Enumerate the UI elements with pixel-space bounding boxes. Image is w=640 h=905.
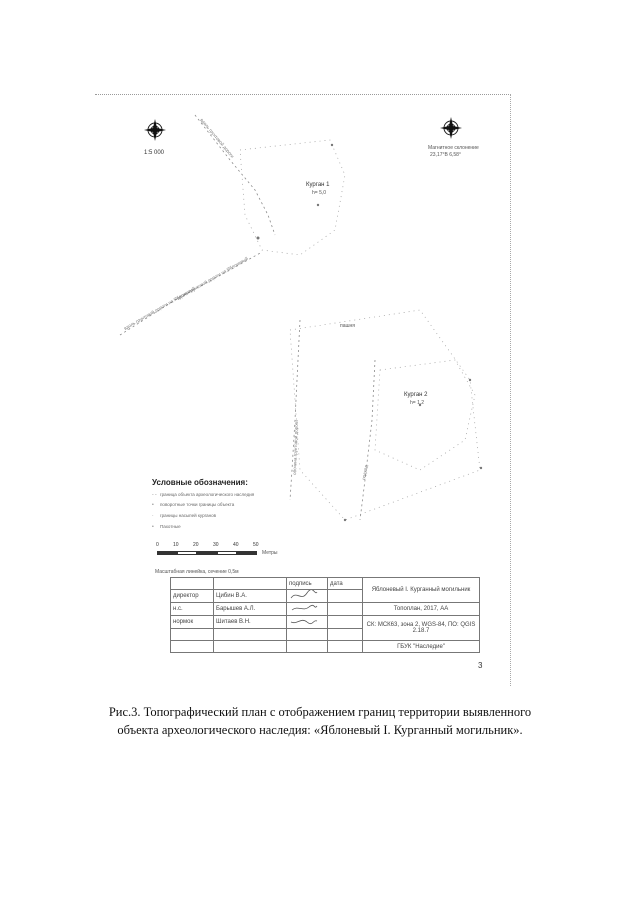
- barrow-1-label: Курган 1: [306, 182, 330, 188]
- scale-tick: 20: [193, 542, 199, 548]
- stamp-cell: СК: МСК63, зона 2, WGS-84, ПО: QGIS 2.18.7: [363, 616, 480, 641]
- legend-point-icon: •: [152, 524, 154, 530]
- stamp-cell: дата: [328, 578, 363, 590]
- legend-item: границы насыпей курганов: [160, 513, 217, 518]
- stamp-cell: Шитаев В.Н.: [214, 616, 287, 629]
- legend-item: Пахотные: [160, 524, 181, 529]
- scale-tick: 0: [156, 542, 159, 548]
- stamp-cell: [328, 616, 363, 629]
- title-block-stamp: [170, 577, 480, 653]
- stamp-cell: [214, 641, 287, 653]
- scale-bar: [157, 551, 257, 555]
- stamp-organization: ГБУК "Наследие": [363, 641, 480, 653]
- object-boundary: [240, 140, 480, 520]
- stamp-object-name: Яблоневый I. Курганный могильник: [363, 578, 480, 603]
- stamp-cell: подпись: [287, 578, 328, 590]
- stamp-row: [171, 578, 480, 590]
- stamp-cell: н.с.: [171, 603, 214, 616]
- legend-point-icon: •: [152, 502, 154, 508]
- legend-line-icon: - -: [152, 492, 157, 498]
- barrow-2-label: Курган 2: [404, 392, 428, 398]
- stamp-row: [171, 641, 480, 653]
- stamp-cell: [328, 590, 363, 603]
- stamp-row: [171, 603, 480, 616]
- stamp-cell: Барышев А.Л.: [214, 603, 287, 616]
- stamp-cell: Топоплан, 2017, АА: [363, 603, 480, 616]
- scale-note: Масштабная линейка, сечение 0,5м: [155, 569, 239, 575]
- scale-tick: 30: [213, 542, 219, 548]
- road-label: вдоль грунтовой дороги на Яблоневый: [123, 285, 196, 331]
- stamp-cell: [328, 629, 363, 641]
- scale-tick: 10: [173, 542, 179, 548]
- road-label: подход: [361, 464, 369, 481]
- signature-icon: [287, 616, 328, 629]
- compass-rose-icon: [144, 119, 166, 141]
- stamp-row: [171, 616, 480, 629]
- stamp-cell: [214, 629, 287, 641]
- road-label: вдоль грунтовой дороги: [199, 117, 236, 159]
- stamp-cell: [214, 578, 287, 590]
- signature-icon: [287, 590, 328, 603]
- declination-value: 23,17°В 6,58°: [430, 152, 461, 158]
- map-scale-label: 1:5 000: [144, 150, 165, 156]
- stamp-cell: [328, 641, 363, 653]
- barrow-1-height: h= 5,0: [312, 190, 327, 196]
- road-lines: [120, 115, 375, 520]
- stamp-cell: [287, 641, 328, 653]
- legend-item: граница объекта археологического наследия: [160, 492, 255, 497]
- road-label: обочина грунтовой дороги: [292, 420, 299, 476]
- page-number: 3: [478, 661, 483, 670]
- scale-tick: 50: [253, 542, 259, 548]
- stamp-cell: [328, 603, 363, 616]
- legend-dots-icon: ·: [152, 513, 154, 519]
- scale-unit: Метры: [262, 550, 278, 556]
- legend-title: Условные обозначения:: [152, 478, 248, 487]
- stamp-cell: [171, 578, 214, 590]
- barrow-2-height: h= 1,2: [410, 400, 425, 406]
- signature-icon: [287, 603, 328, 616]
- stamp-cell: Цибин В.А.: [214, 590, 287, 603]
- stamp-cell: [171, 641, 214, 653]
- stamp-cell: директор: [171, 590, 214, 603]
- stamp-cell: нормок: [171, 616, 214, 629]
- compass-rose-icon: [440, 117, 462, 139]
- scale-tick: 40: [233, 542, 239, 548]
- road-label: вдоль грунтовой дороги на Яблоневый: [176, 255, 249, 301]
- barrow-marks: [257, 144, 483, 521]
- stamp-cell: [287, 629, 328, 641]
- stamp-cell: [171, 629, 214, 641]
- declination-label: Магнитное склонение: [428, 145, 479, 151]
- field-label: пашня: [340, 323, 355, 329]
- legend-item: поворотные точки границы объекта: [160, 502, 235, 507]
- figure-caption: Рис.3. Топографический план с отображением границ территории выявленного объекта археологического наследия: «Яблоневый I. Курганный могильник».: [108, 705, 532, 737]
